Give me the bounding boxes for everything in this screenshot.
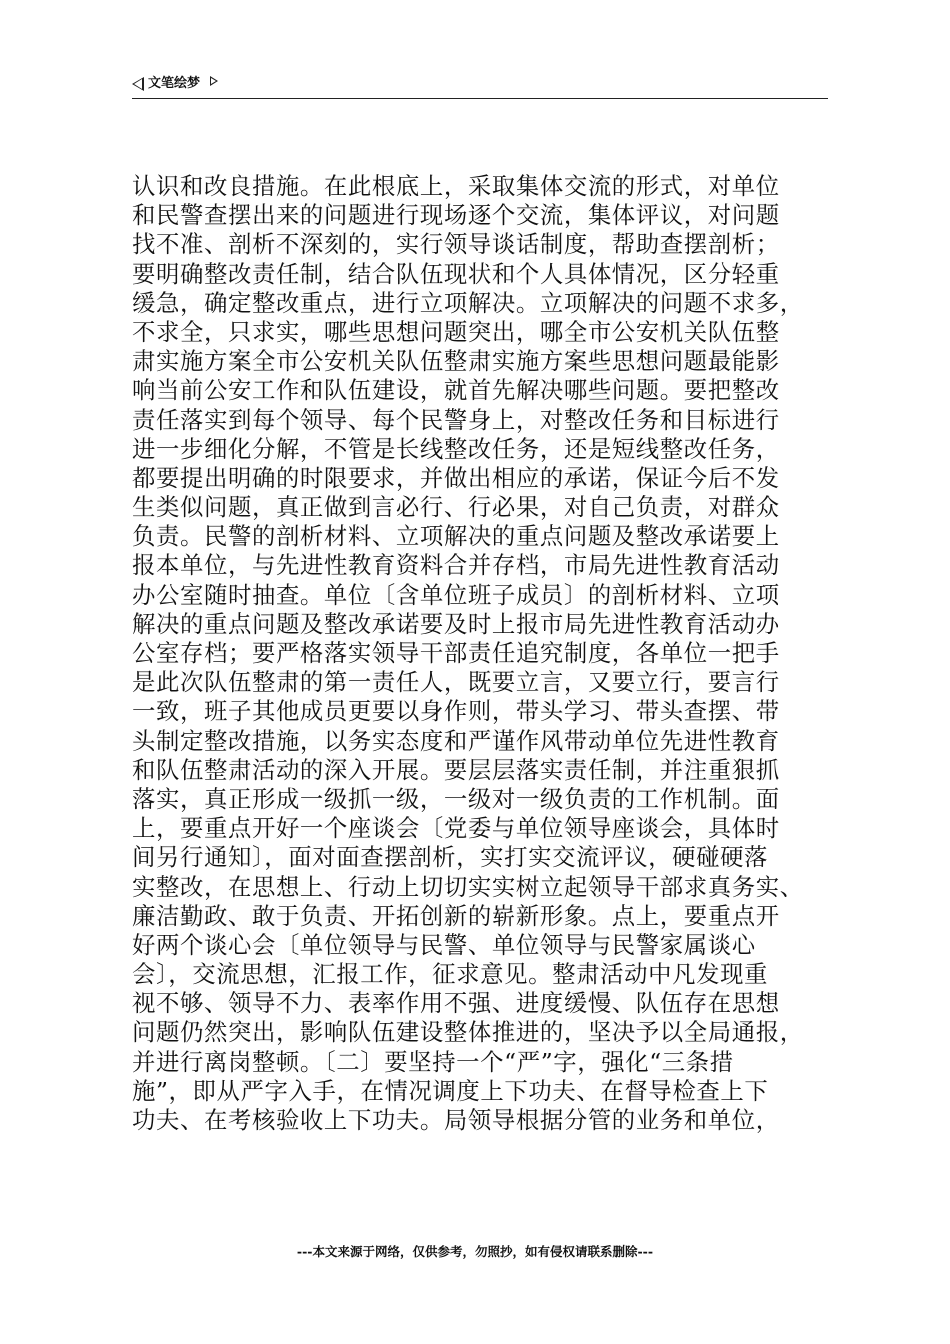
text-line: 报本单位，与先进性教育资料合并存档，市局先进性教育活动 — [132, 551, 780, 580]
text-line: 间另行通知〕，面对面查摆剖析，实打实交流评议，硬碰硬落 — [132, 843, 769, 872]
text-line: 负责。民警的剖析材料、立项解决的重点问题及整改承诺要上 — [132, 522, 780, 551]
page-header — [132, 74, 828, 99]
text-line: 是此次队伍整肃的第一责任人，既要立言，又要立行，要言行 — [132, 668, 780, 697]
text-line: 头制定整改措施，以务实态度和严谨作风带动单位先进性教育 — [132, 726, 780, 755]
text-line: 生类似问题，真正做到言必行、行必果，对自己负责，对群众 — [132, 493, 780, 522]
text-line: 认识和改良措施。在此根底上，采取集体交流的形式，对单位 — [132, 172, 780, 200]
text-line: 视不够、领导不力、表率作用不强、进度缓慢、队伍存在思想 — [132, 989, 780, 1018]
text-line: 办公室随时抽查。单位〔含单位班子成员〕的剖析材料、立项 — [132, 580, 780, 609]
text-line: 不求全，只求实，哪些思想问题突出，哪全市公安机关队伍整 — [132, 317, 780, 346]
text-line: 进一步细化分解，不管是长线整改任务，还是短线整改任务， — [132, 434, 780, 463]
text-line: 好两个谈心会〔单位领导与民警、单位领导与民警家属谈心 — [132, 930, 756, 959]
text-line: 公室存档；要严格落实领导干部责任追究制度，各单位一把手 — [132, 639, 780, 667]
text-line: 实整改，在思想上、行动上切切实实树立起领导干部求真务实、 — [132, 872, 804, 901]
text-line: 并进行离岗整顿。〔二〕要坚持一个“严”字，强化“三条措 — [132, 1047, 734, 1076]
triangle-left-icon — [132, 77, 144, 91]
text-line: 找不准、剖析不深刻的，实行领导谈话制度，帮助查摆剖析； — [132, 230, 780, 259]
text-line: 落实，真正形成一级抓一级，一级对一级负责的工作机制。面 — [132, 784, 780, 813]
text-line: 一致，班子其他成员更要以身作则，带头学习、带头查摆、带 — [132, 697, 780, 726]
text-line: 肃实施方案全市公安机关队伍整肃实施方案些思想问题最能影 — [132, 347, 780, 376]
text-line: 廉洁勤政、敢于负责、开拓创新的崭新形象。点上，要重点开 — [132, 901, 780, 930]
brand-text: 文笔绘梦 — [148, 76, 201, 91]
text-line: 和队伍整肃活动的深入开展。要层层落实责任制，并注重狠抓 — [132, 755, 780, 784]
text-line: 问题仍然突出，影响队伍建设整体推进的，坚决予以全局通报， — [132, 1018, 804, 1047]
text-line: 要明确整改责任制，结合队伍现状和个人具体情况，区分轻重 — [132, 259, 780, 288]
text-line: 和民警查摆出来的问题进行现场逐个交流，集体评议，对问题 — [132, 201, 780, 230]
text-line: 缓急，确定整改重点，进行立项解决。立项解决的问题不求多， — [132, 288, 804, 317]
footer-disclaimer: ---本文来源于网络，仅供参考，勿照抄，如有侵权请联系删除--- — [296, 1244, 654, 1259]
header-brand — [132, 74, 218, 94]
text-line: 解决的重点问题及整改承诺要及时上报市局先进性教育活动办 — [132, 609, 780, 638]
document-body — [132, 172, 832, 1135]
text-line: 会〕，交流思想，汇报工作，征求意见。整肃活动中凡发现重 — [132, 960, 769, 989]
text-line: 责任落实到每个领导、每个民警身上，对整改任务和目标进行 — [132, 405, 780, 434]
text-line: 都要提出明确的时限要求，并做出相应的承诺，保证今后不发 — [132, 463, 780, 492]
triangle-right-icon — [210, 76, 218, 86]
text-line: 功夫、在考核验收上下功夫。局领导根据分管的业务和单位， — [132, 1106, 780, 1134]
text-line: 施”，即从严字入手，在情况调度上下功夫、在督导检查上下 — [132, 1076, 769, 1105]
text-line: 响当前公安工作和队伍建设，就首先解决哪些问题。要把整改 — [132, 376, 780, 405]
text-line: 上，要重点开好一个座谈会〔党委与单位领导座谈会，具体时 — [132, 814, 780, 843]
